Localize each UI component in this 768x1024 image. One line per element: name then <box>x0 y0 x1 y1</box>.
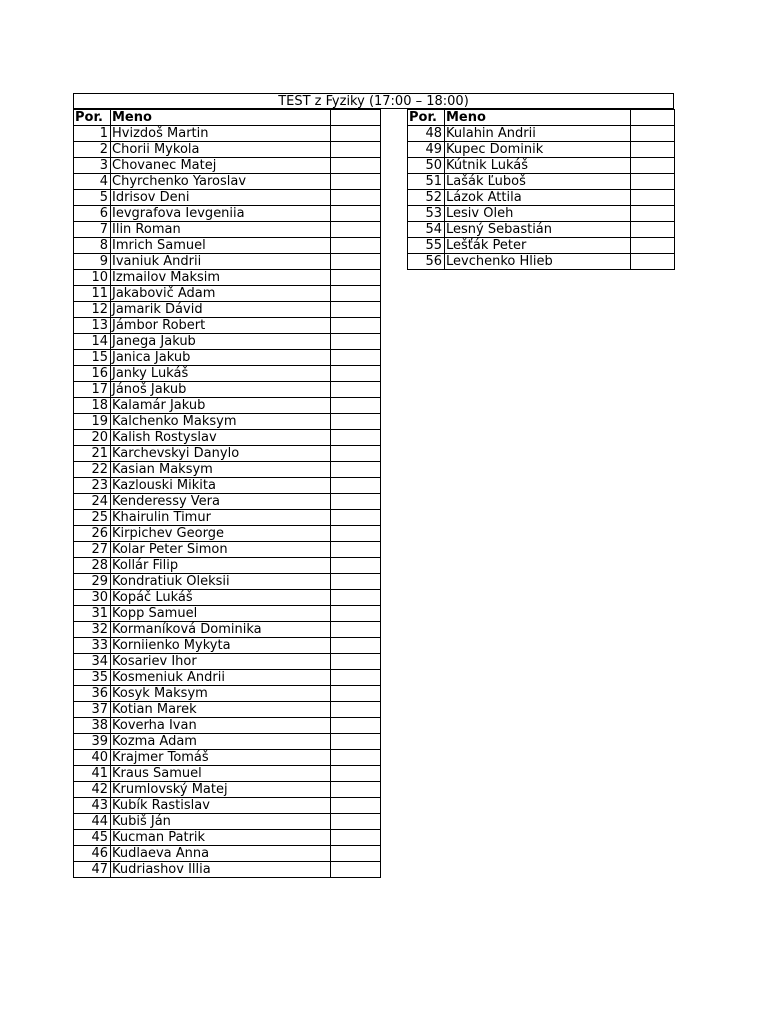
row-number: 30 <box>74 590 111 606</box>
row-number: 15 <box>74 350 111 366</box>
student-name: Kondratiuk Oleksii <box>111 574 331 590</box>
blank-cell[interactable] <box>331 590 381 606</box>
student-name: Kopáč Lukáš <box>111 590 331 606</box>
table-row <box>74 494 381 510</box>
blank-cell[interactable] <box>331 238 381 254</box>
row-number: 53 <box>408 206 445 222</box>
table-row <box>74 206 381 222</box>
table-row <box>74 382 381 398</box>
row-number: 26 <box>74 526 111 542</box>
row-number: 35 <box>74 670 111 686</box>
blank-cell[interactable] <box>331 430 381 446</box>
table-row <box>74 238 381 254</box>
row-number: 27 <box>74 542 111 558</box>
row-number: 46 <box>74 846 111 862</box>
student-name: Lesiv Oleh <box>445 206 631 222</box>
row-number: 17 <box>74 382 111 398</box>
blank-cell[interactable] <box>331 638 381 654</box>
row-number: 19 <box>74 414 111 430</box>
student-name: Jamarik Dávid <box>111 302 331 318</box>
table-row <box>74 718 381 734</box>
row-number: 45 <box>74 830 111 846</box>
table-row <box>74 766 381 782</box>
blank-cell[interactable] <box>331 654 381 670</box>
column-header-meno: Meno <box>445 110 631 126</box>
row-number: 52 <box>408 190 445 206</box>
blank-cell[interactable] <box>331 526 381 542</box>
row-number: 33 <box>74 638 111 654</box>
student-name: Imrich Samuel <box>111 238 331 254</box>
blank-cell[interactable] <box>331 830 381 846</box>
table-row <box>408 222 675 238</box>
blank-cell[interactable] <box>631 238 675 254</box>
student-name: Lesný Sebastián <box>445 222 631 238</box>
blank-cell[interactable] <box>331 142 381 158</box>
blank-cell[interactable] <box>331 478 381 494</box>
blank-cell[interactable] <box>331 382 381 398</box>
right-table-body <box>408 126 675 270</box>
student-name: Korniienko Mykyta <box>111 638 331 654</box>
row-number: 51 <box>408 174 445 190</box>
row-number: 36 <box>74 686 111 702</box>
blank-cell[interactable] <box>331 174 381 190</box>
row-number: 43 <box>74 798 111 814</box>
blank-cell[interactable] <box>331 350 381 366</box>
row-number: 50 <box>408 158 445 174</box>
blank-cell[interactable] <box>331 302 381 318</box>
student-name: Janky Lukáš <box>111 366 331 382</box>
blank-cell[interactable] <box>331 766 381 782</box>
student-name: Izmailov Maksim <box>111 270 331 286</box>
row-number: 24 <box>74 494 111 510</box>
blank-cell[interactable] <box>331 686 381 702</box>
table-row <box>74 334 381 350</box>
student-name: Chovanec Matej <box>111 158 331 174</box>
row-number: 1 <box>74 126 111 142</box>
row-number: 40 <box>74 750 111 766</box>
table-row <box>74 686 381 702</box>
student-name: Kosmeniuk Andrii <box>111 670 331 686</box>
table-row <box>74 654 381 670</box>
student-name: Kalamár Jakub <box>111 398 331 414</box>
blank-cell[interactable] <box>631 206 675 222</box>
table-row <box>74 638 381 654</box>
student-name: Idrisov Deni <box>111 190 331 206</box>
blank-cell[interactable] <box>331 862 381 878</box>
row-number: 41 <box>74 766 111 782</box>
header-row <box>408 110 675 126</box>
blank-cell[interactable] <box>331 286 381 302</box>
table-row <box>408 238 675 254</box>
table-row <box>74 542 381 558</box>
row-number: 10 <box>74 270 111 286</box>
student-name: Krajmer Tomáš <box>111 750 331 766</box>
student-name: Kosariev Ihor <box>111 654 331 670</box>
table-title: TEST z Fyziky (17:00 – 18:00) <box>73 93 674 109</box>
table-row <box>74 286 381 302</box>
student-name: Kalchenko Maksym <box>111 414 331 430</box>
column-header-por: Por. <box>74 110 111 126</box>
row-number: 38 <box>74 718 111 734</box>
table-row <box>74 622 381 638</box>
student-name: Kudlaeva Anna <box>111 846 331 862</box>
column-header-meno: Meno <box>111 110 331 126</box>
table-row <box>74 574 381 590</box>
row-number: 47 <box>74 862 111 878</box>
row-number: 29 <box>74 574 111 590</box>
table-row <box>74 190 381 206</box>
table-row <box>74 174 381 190</box>
student-name: Kosyk Maksym <box>111 686 331 702</box>
student-table-left <box>73 109 381 878</box>
student-name: Kirpichev George <box>111 526 331 542</box>
table-row <box>74 158 381 174</box>
blank-cell[interactable] <box>331 414 381 430</box>
row-number: 20 <box>74 430 111 446</box>
student-name: Kotian Marek <box>111 702 331 718</box>
blank-cell[interactable] <box>331 334 381 350</box>
table-row <box>74 558 381 574</box>
student-name: Kozma Adam <box>111 734 331 750</box>
row-number: 28 <box>74 558 111 574</box>
column-header-blank <box>331 110 381 126</box>
blank-cell[interactable] <box>331 158 381 174</box>
row-number: 56 <box>408 254 445 270</box>
student-name: Kasian Maksym <box>111 462 331 478</box>
row-number: 32 <box>74 622 111 638</box>
row-number: 6 <box>74 206 111 222</box>
blank-cell[interactable] <box>331 558 381 574</box>
column-header-blank <box>631 110 675 126</box>
blank-cell[interactable] <box>331 494 381 510</box>
student-name: Kupec Dominik <box>445 142 631 158</box>
table-row <box>408 190 675 206</box>
table-row <box>74 670 381 686</box>
blank-cell[interactable] <box>631 126 675 142</box>
table-row <box>74 846 381 862</box>
row-number: 22 <box>74 462 111 478</box>
blank-cell[interactable] <box>631 142 675 158</box>
row-number: 3 <box>74 158 111 174</box>
table-row <box>74 302 381 318</box>
table-row <box>74 462 381 478</box>
student-name: Lázok Attila <box>445 190 631 206</box>
row-number: 21 <box>74 446 111 462</box>
student-name: Kolar Peter Simon <box>111 542 331 558</box>
student-name: Kormaníková Dominika <box>111 622 331 638</box>
table-row <box>74 526 381 542</box>
student-name: Janica Jakub <box>111 350 331 366</box>
student-name: Kenderessy Vera <box>111 494 331 510</box>
blank-cell[interactable] <box>331 270 381 286</box>
row-number: 49 <box>408 142 445 158</box>
table-row <box>74 510 381 526</box>
blank-cell[interactable] <box>331 542 381 558</box>
student-table-right <box>407 109 675 270</box>
student-name: Kubiš Ján <box>111 814 331 830</box>
blank-cell[interactable] <box>331 446 381 462</box>
student-name: Jánoš Jakub <box>111 382 331 398</box>
blank-cell[interactable] <box>331 782 381 798</box>
table-row <box>74 366 381 382</box>
student-name: Krumlovský Matej <box>111 782 331 798</box>
row-number: 37 <box>74 702 111 718</box>
row-number: 7 <box>74 222 111 238</box>
blank-cell[interactable] <box>331 222 381 238</box>
row-number: 14 <box>74 334 111 350</box>
row-number: 16 <box>74 366 111 382</box>
header-row <box>74 110 381 126</box>
student-name: Chorii Mykola <box>111 142 331 158</box>
blank-cell[interactable] <box>331 622 381 638</box>
student-name: Chyrchenko Yaroslav <box>111 174 331 190</box>
blank-cell[interactable] <box>331 606 381 622</box>
row-number: 48 <box>408 126 445 142</box>
student-name: Kucman Patrik <box>111 830 331 846</box>
student-name: Kollár Filip <box>111 558 331 574</box>
blank-cell[interactable] <box>331 734 381 750</box>
table-row <box>74 350 381 366</box>
row-number: 34 <box>74 654 111 670</box>
table-row <box>408 206 675 222</box>
blank-cell[interactable] <box>631 222 675 238</box>
table-row <box>74 222 381 238</box>
table-row <box>74 318 381 334</box>
row-number: 2 <box>74 142 111 158</box>
table-row <box>74 142 381 158</box>
blank-cell[interactable] <box>331 814 381 830</box>
table-row <box>74 398 381 414</box>
table-row <box>74 798 381 814</box>
student-name: Kopp Samuel <box>111 606 331 622</box>
student-name: Lašák Ľuboš <box>445 174 631 190</box>
row-number: 13 <box>74 318 111 334</box>
student-name: Janega Jakub <box>111 334 331 350</box>
student-name: Kudriashov Illia <box>111 862 331 878</box>
blank-cell[interactable] <box>331 254 381 270</box>
student-name: Koverha Ivan <box>111 718 331 734</box>
table-row <box>74 478 381 494</box>
row-number: 18 <box>74 398 111 414</box>
table-row <box>74 862 381 878</box>
table-row <box>74 430 381 446</box>
blank-cell[interactable] <box>331 798 381 814</box>
table-row <box>408 174 675 190</box>
blank-cell[interactable] <box>631 174 675 190</box>
blank-cell[interactable] <box>631 254 675 270</box>
blank-cell[interactable] <box>331 190 381 206</box>
blank-cell[interactable] <box>331 318 381 334</box>
table-row <box>74 270 381 286</box>
row-number: 23 <box>74 478 111 494</box>
student-name: Kútnik Lukáš <box>445 158 631 174</box>
row-number: 4 <box>74 174 111 190</box>
student-name: Kalish Rostyslav <box>111 430 331 446</box>
row-number: 42 <box>74 782 111 798</box>
row-number: 25 <box>74 510 111 526</box>
blank-cell[interactable] <box>631 158 675 174</box>
left-table-body <box>74 126 381 878</box>
blank-cell[interactable] <box>331 702 381 718</box>
table-row <box>74 734 381 750</box>
table-row <box>408 126 675 142</box>
blank-cell[interactable] <box>331 846 381 862</box>
row-number: 9 <box>74 254 111 270</box>
row-number: 54 <box>408 222 445 238</box>
blank-cell[interactable] <box>331 510 381 526</box>
table-row <box>74 830 381 846</box>
table-row <box>74 590 381 606</box>
table-row <box>74 414 381 430</box>
blank-cell[interactable] <box>331 670 381 686</box>
row-number: 11 <box>74 286 111 302</box>
blank-cell[interactable] <box>331 750 381 766</box>
blank-cell[interactable] <box>331 718 381 734</box>
table-row <box>74 126 381 142</box>
row-number: 31 <box>74 606 111 622</box>
table-row <box>74 814 381 830</box>
table-row <box>74 782 381 798</box>
table-row <box>408 158 675 174</box>
student-name: Jakabovič Adam <box>111 286 331 302</box>
student-name: Karchevskyi Danylo <box>111 446 331 462</box>
row-number: 55 <box>408 238 445 254</box>
student-name: Ivaniuk Andrii <box>111 254 331 270</box>
student-name: Jámbor Robert <box>111 318 331 334</box>
blank-cell[interactable] <box>331 462 381 478</box>
table-row <box>74 750 381 766</box>
row-number: 8 <box>74 238 111 254</box>
student-name: Kazlouski Mikita <box>111 478 331 494</box>
blank-cell[interactable] <box>331 366 381 382</box>
row-number: 12 <box>74 302 111 318</box>
student-name: Kulahin Andrii <box>445 126 631 142</box>
blank-cell[interactable] <box>331 398 381 414</box>
student-name: Hvizdoš Martin <box>111 126 331 142</box>
blank-cell[interactable] <box>631 190 675 206</box>
row-number: 5 <box>74 190 111 206</box>
table-row <box>74 254 381 270</box>
column-header-por: Por. <box>408 110 445 126</box>
student-name: Levchenko Hlieb <box>445 254 631 270</box>
blank-cell[interactable] <box>331 126 381 142</box>
row-number: 39 <box>74 734 111 750</box>
table-row <box>74 702 381 718</box>
table-row <box>408 142 675 158</box>
table-row <box>408 254 675 270</box>
student-name: Khairulin Timur <box>111 510 331 526</box>
table-row <box>74 606 381 622</box>
blank-cell[interactable] <box>331 574 381 590</box>
row-number: 44 <box>74 814 111 830</box>
student-name: Ilin Roman <box>111 222 331 238</box>
blank-cell[interactable] <box>331 206 381 222</box>
student-name: Ievgrafova Ievgeniia <box>111 206 331 222</box>
student-name: Kubík Rastislav <box>111 798 331 814</box>
student-name: Lešťák Peter <box>445 238 631 254</box>
student-name: Kraus Samuel <box>111 766 331 782</box>
table-row <box>74 446 381 462</box>
